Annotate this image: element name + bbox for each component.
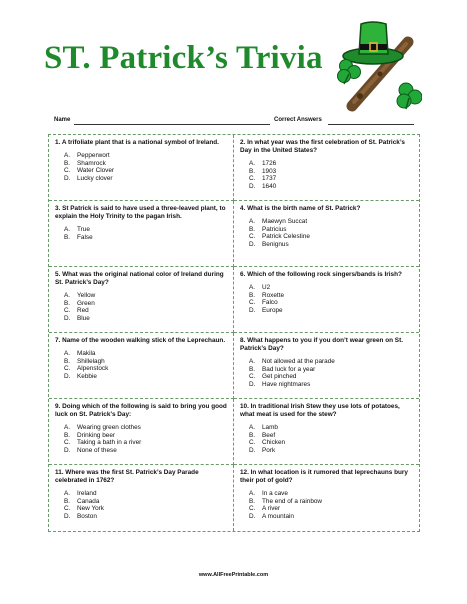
correct-answers-line[interactable] [328,124,414,125]
option-d: D. Blue [64,314,90,322]
question-5 [49,267,234,333]
question-7 [49,333,234,399]
option-b: B. Shillelagh [64,357,105,365]
option-a: A. Wearing green clothes [64,424,141,431]
option-a: A. 1726 [249,160,277,167]
option-c: C. Falco [249,299,278,307]
option-a: A. Lamb [249,424,278,431]
option-b: B. Patricius [249,225,287,233]
question-3 [49,201,234,267]
option-a: A. U2 [249,284,271,291]
option-c: C. Alpenstock [64,365,109,373]
option-c: C. A river [249,505,281,513]
option-b: B. Roxette [249,291,285,299]
option-b: B. Bad luck for a year [249,365,316,373]
option-a: A. Makila [64,350,96,357]
option-b: B. Shamrock [64,159,106,167]
option-b: B. Drinking beer [64,431,116,439]
option-a: A. Maewyn Succat [249,218,308,225]
name-line[interactable] [74,124,270,125]
footer-url[interactable]: www.AllFreePrintable.com [198,572,269,578]
question-text: 10. In traditional Irish Stew they use lots of potatoes, what meat is used for the stew? [240,403,400,418]
question-text: 6. Which of the following rock singers/bands is Irish? [240,271,402,278]
option-d: D. Boston [64,512,97,520]
option-c: C. New York [64,505,104,513]
question-text: 4. What is the birth name of St. Patrick? [240,205,361,212]
question-text: 12. In what location is it rumored that leprechauns bury their pot of gold? [240,469,408,484]
option-b: B. 1903 [249,167,277,175]
question-text: 11. Where was the first St. Patrick’s Day Parade celebrated in 1762? [55,469,199,484]
question-text: 2. In what year was the first celebration of St. Patrick’s Day in the United States? [240,139,405,154]
question-grid [48,134,420,532]
option-a: A. Not allowed at the parade [249,358,335,365]
option-d: D. None of these [64,446,117,454]
question-text: 5. What was the original national color of Ireland during St. Patrick’s Day? [55,271,224,286]
option-a: A. Pepperwort [64,152,110,159]
student-fields [54,117,414,129]
option-b: B. Green [64,299,95,307]
question-4 [234,201,419,267]
question-8 [234,333,419,399]
option-d: D. Kebbie [64,372,97,380]
option-b: B. The end of a rainbow [249,497,323,505]
question-6 [234,267,419,333]
question-11 [49,465,234,531]
option-c: C. Patrick Celestine [249,233,310,241]
question-1 [49,135,234,201]
option-d: D. Lucky clover [64,174,113,182]
option-c: C. Get pinched [249,373,297,381]
option-a: A. True [64,226,90,233]
option-d: D. 1640 [249,182,277,190]
question-9 [49,399,234,465]
question-text: 9. Doing which of the following is said to bring you good luck on St. Patrick’s Day: [55,403,227,418]
option-d: D. Have nightmares [249,380,311,388]
option-a: A. Yellow [64,292,96,299]
question-text: 7. Name of the wooden walking stick of the Leprechaun. [55,337,226,344]
question-2 [234,135,419,201]
option-c: C. 1737 [249,175,277,183]
option-a: A. In a cave [249,490,288,497]
option-c: C. Red [64,307,89,315]
question-text: 1. A trifoliate plant that is a national symbol of Ireland. [55,139,219,146]
option-b: B. Beef [249,431,276,439]
name-label: Name [54,117,71,123]
option-c: C. Chicken [249,439,286,447]
option-c: C. Taking a bath in a river [64,439,142,447]
option-d: D. Europe [249,306,283,314]
option-c: C. Water Clover [64,167,115,175]
question-text: 3. St Patrick is said to have used a three-leaved plant, to explain the Holy Trinity to the pagan Irish. [55,205,226,220]
leprechaun-hat-shamrock-icon [330,14,422,114]
option-a: A. Ireland [64,490,97,497]
option-d: D. Pork [249,446,276,454]
question-12 [234,465,419,531]
page-title: ST. Patrick’s Trivia [44,40,323,76]
question-text: 8. What happens to you if you don’t wear green on St. Patrick’s Day? [240,337,403,352]
correct-answers-label: Correct Answers [274,117,322,123]
option-d: D. Benignus [249,240,289,248]
question-10 [234,399,419,465]
option-d: D. A mountain [249,512,294,520]
option-b: B. Canada [64,497,100,505]
option-b: B. False [64,233,93,241]
